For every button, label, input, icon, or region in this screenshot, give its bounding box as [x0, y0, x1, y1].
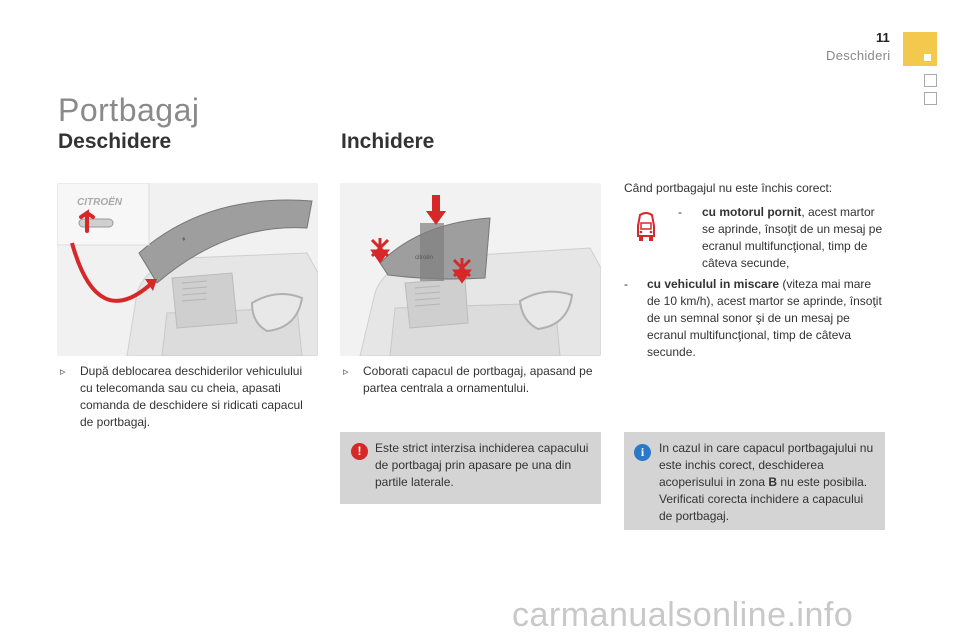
- svg-text:♦: ♦: [182, 236, 186, 243]
- section-heading-open: Deschidere: [58, 130, 172, 153]
- info-text: [659, 440, 877, 525]
- warning-box: [340, 432, 601, 504]
- boot-open-warning-lamp-icon: [631, 210, 661, 244]
- not-closed-intro: Când portbagajul nu este închis corect:: [624, 181, 833, 195]
- chapter-tab: [924, 92, 937, 105]
- info-text-zone: B: [768, 475, 778, 489]
- svg-text:CITROËN: CITROËN: [77, 197, 122, 208]
- page-number: 11: [876, 30, 890, 45]
- item-bold: cu motorul pornit: [702, 205, 802, 219]
- arrow-bullet-icon: ▹: [343, 366, 349, 378]
- info-box: [624, 432, 885, 530]
- warning-text: Este strict interzisa inchiderea capacului de portbagaj prin apasare pe una din partile laterale.: [375, 441, 589, 489]
- close-instruction: Coborati capacul de portbagaj, apasand pe partea centrala a ornamentului.: [363, 364, 593, 395]
- info-icon: i: [634, 444, 651, 461]
- item-text: (viteza mai mare de 10 km/h), acest martor se aprinde, însoţit de un semnal sonor şi de un mesaj pe ecranul multifuncţional, timp de câteva secunde.: [647, 277, 882, 359]
- svg-text:citroën: citroën: [415, 255, 434, 261]
- arrow-bullet-icon: ▹: [60, 366, 66, 378]
- chapter-tab: [924, 74, 937, 87]
- list-dash: -: [624, 277, 628, 291]
- chapter-tab-active: [903, 32, 937, 66]
- chapter-title: Deschideri: [826, 48, 891, 63]
- list-dash: -: [678, 205, 682, 219]
- item-bold: cu vehiculul in miscare: [647, 277, 780, 291]
- section-heading-close: Inchidere: [341, 130, 435, 153]
- illustration-closing: [340, 183, 601, 356]
- info-text-post: nu este posibila. Verificati corecta inchidere a capacului de portbagaj.: [659, 475, 868, 523]
- warning-icon: !: [351, 443, 368, 460]
- page-title: Portbagaj: [58, 92, 200, 128]
- open-instruction: După deblocarea deschiderilor vehiculului cu telecomanda sau cu cheia, apasati comanda de deschidere si ridicati capacul de portbagaj.: [80, 364, 303, 429]
- watermark: carmanualsonline.info: [512, 596, 854, 634]
- list-item-vehicle-moving: [647, 276, 885, 361]
- list-item-engine-running: [702, 204, 886, 272]
- illustration-opening: [57, 183, 318, 356]
- item-text: , acest martor se aprinde, însoţit de un mesaj pe ecranul multifuncţional, timp de câteva secunde,: [702, 205, 883, 270]
- info-text-pre: In cazul in care capacul portbagajului nu este inchis corect, deschiderea acoperisului in zona: [659, 441, 874, 489]
